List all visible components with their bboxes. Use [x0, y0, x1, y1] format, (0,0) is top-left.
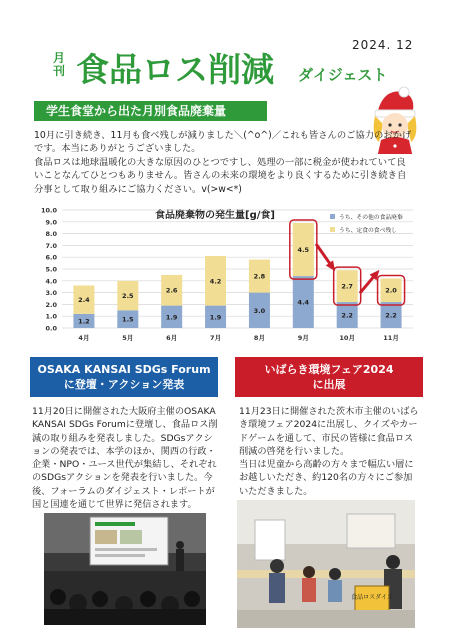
bar-value-label: 1.5 [122, 315, 134, 324]
fair-text [239, 405, 421, 498]
y-tick-label: 5.0 [45, 265, 57, 274]
bar-value-label: 2.5 [122, 292, 134, 301]
y-tick-label: 7.0 [45, 241, 57, 250]
page-subtitle: ダイジェスト [298, 66, 388, 84]
y-tick-label: 8.0 [45, 230, 57, 239]
bar-value-label: 1.9 [209, 313, 222, 322]
bar-value-label: 4.2 [209, 277, 222, 286]
x-tick-label: 11月 [383, 334, 399, 342]
x-tick-label: 9月 [297, 334, 309, 342]
fair-heading-line-2: に出展 [312, 378, 346, 391]
fair-heading [235, 357, 423, 397]
bar-value-label: 2.0 [385, 286, 397, 295]
y-tick-label: 9.0 [45, 218, 57, 227]
y-tick-label: 4.0 [45, 277, 57, 286]
bar-value-label: 2.2 [341, 311, 353, 320]
y-tick-label: 1.0 [45, 312, 57, 321]
bar-value-label: 3.0 [253, 306, 266, 315]
bar-value-label: 2.6 [165, 286, 178, 295]
forum-photo [44, 513, 206, 625]
chart-title: 食品廃棄物の発生量[g/食] [155, 210, 275, 221]
legend-swatch [330, 214, 335, 219]
bar-value-label: 1.2 [78, 317, 90, 326]
fair-photo [237, 500, 415, 628]
x-tick-label: 10月 [339, 334, 355, 342]
y-tick-label: 3.0 [45, 289, 57, 298]
x-tick-label: 4月 [78, 334, 90, 342]
y-tick-label: 10.0 [40, 206, 57, 215]
bar-value-label: 2.2 [385, 311, 397, 320]
monthly-waste-heading: 学生食堂から出た月別食品廃棄量 [34, 101, 267, 121]
bar-value-label: 2.8 [253, 272, 266, 281]
forum-heading-line-2: に登壇・アクション発表 [63, 378, 185, 391]
chart-y-axis [41, 207, 58, 333]
x-tick-label: 7月 [210, 334, 222, 342]
y-tick-label: 6.0 [45, 253, 57, 262]
bar-value-label: 4.5 [297, 246, 310, 255]
x-tick-label: 6月 [166, 334, 178, 342]
bar-value-label: 2.4 [78, 296, 90, 305]
fair-photo-sign: 食品ロスダイズ [351, 594, 393, 601]
bar-value-label: 2.7 [341, 282, 353, 291]
legend-swatch [330, 227, 335, 232]
intro-paragraph-2: 食品ロスは地球温暖化の大きな原因のひとつですし、処理の一部に税金が使われていて良いことなんてひとつもありません。皆さんの未来の環境をより良くするために引き続き自分事として取り組みにご協力ください。v(>w<*) [34, 156, 407, 195]
y-tick-label: 0.0 [45, 324, 57, 333]
intro-paragraph-1: 10月に引き続き、11月も食べ残しが減りました＼(^o^)／これも皆さんのご協力のおかげです。本当にありがとうございました。 [34, 130, 412, 155]
food-waste-chart [30, 196, 420, 356]
legend-label: うち、その他の食品廃棄 [339, 215, 403, 221]
fair-paragraph-1: 11月23日に開催された茨木市主催のいばらき環境フェア2024に出展し、クイズやカードゲームを通して、市民の皆様に食品ロス削減の啓発を行いました。 [239, 406, 419, 457]
page-title: 食品ロス削減 [76, 50, 274, 89]
forum-heading [30, 357, 218, 397]
chart-x-axis [78, 334, 398, 342]
forum-text: 11月20日に開催された大阪府主催のOSAKA KANSAI SDGs Forumに登壇し、食品ロス削減の取り組みを発表しました。SDGsアクションの発表では、本学のほか、関西の行政・企業・NPO・ユース世代が集結し、それぞれのSDGsアクションを発表を行いました。今後、フォーラムのダイジェスト・レポートが国と国連を通じて世界に発信されます。 [32, 406, 218, 511]
issue-date: 2024. 12 [352, 38, 414, 52]
forum-heading-line-1: OSAKA KANSAI SDGs Forum [37, 363, 211, 376]
magazine-type-label: 月刊 [52, 51, 65, 78]
legend-label: うち、定食の食べ残し [339, 228, 397, 234]
bar-value-label: 4.4 [297, 298, 310, 307]
intro-text [34, 129, 414, 196]
chart-bars [73, 220, 404, 328]
x-tick-label: 5月 [122, 334, 134, 342]
fair-heading-line-1: いばらき環境フェア2024 [264, 363, 394, 376]
x-tick-label: 8月 [253, 334, 265, 342]
chart-legend [330, 213, 403, 234]
bar-value-label: 1.9 [165, 313, 178, 322]
y-tick-label: 2.0 [45, 300, 57, 309]
fair-paragraph-2: 当日は児童から高齢の方々まで幅広い層にお越しいただき、約120名の方々にご参加いただきました。 [239, 459, 414, 497]
